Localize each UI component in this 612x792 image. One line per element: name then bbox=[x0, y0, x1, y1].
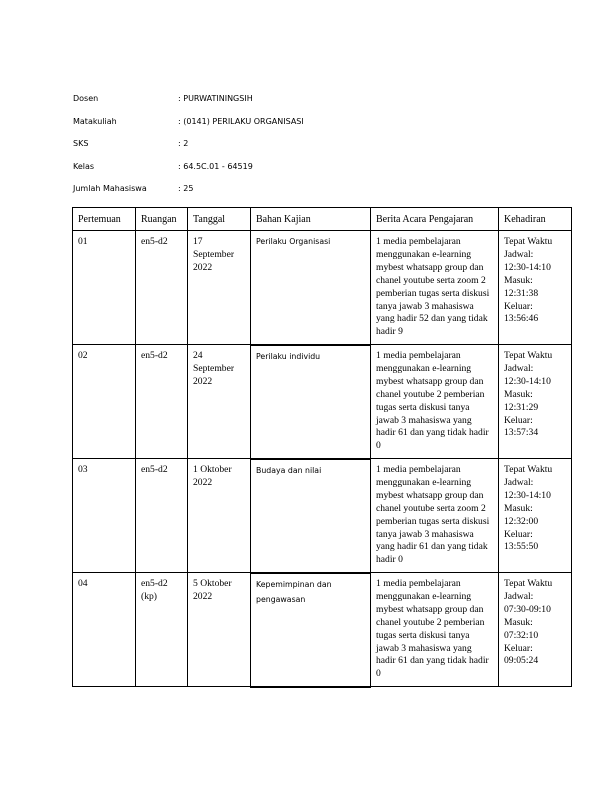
check-out-label: Keluar: bbox=[504, 642, 533, 654]
cell-bahan-kajian: Perilaku individu bbox=[251, 345, 371, 459]
cell-ruangan: en5-d2 bbox=[136, 345, 188, 459]
check-in-label: Masuk: bbox=[504, 388, 533, 400]
cell-ruangan: en5-d2 bbox=[136, 231, 188, 345]
info-value: : 2 bbox=[178, 139, 189, 148]
info-label: Jumlah Mahasiswa bbox=[73, 184, 147, 193]
cell-kehadiran bbox=[499, 231, 572, 345]
cell-pertemuan: 04 bbox=[73, 573, 136, 687]
table-row bbox=[73, 345, 572, 459]
check-in-label: Masuk: bbox=[504, 502, 533, 514]
check-in-time: 12:31:38 bbox=[504, 287, 539, 299]
schedule-label: Jadwal: bbox=[504, 476, 534, 488]
check-in-time: 12:31:29 bbox=[504, 401, 539, 413]
attendance-status: Tepat Waktu bbox=[504, 464, 553, 475]
cell-kehadiran bbox=[499, 459, 572, 573]
schedule-label: Jadwal: bbox=[504, 590, 534, 602]
schedule-time: 12:30-14:10 bbox=[504, 489, 551, 501]
cell-berita-acara: 1 media pembelajaran menggunakan e-learning mybest whatsapp group dan chanel youtube serta zoom 2 pemberian tugas serta diskusi tanya jawab 3 mahasiswa yang hadir 61 dan yang tidak hadir 0 bbox=[371, 459, 499, 573]
cell-berita-acara: 1 media pembelajaran menggunakan e-learning mybest whatsapp group dan chanel youtube 2 pemberian tugas serta diskusi tanya jawab 3 mahasiswa yang hadir 61 dan yang tidak hadir 0 bbox=[371, 573, 499, 687]
schedule-time: 12:30-14:10 bbox=[504, 375, 551, 387]
attendance-table bbox=[72, 207, 572, 688]
cell-tanggal: 17 September 2022 bbox=[188, 231, 251, 345]
schedule-label: Jadwal: bbox=[504, 362, 534, 374]
table-row bbox=[73, 459, 572, 573]
check-out-time: 13:57:34 bbox=[504, 427, 539, 439]
attendance-status: Tepat Waktu bbox=[504, 236, 553, 247]
table-row bbox=[73, 573, 572, 687]
attendance-status: Tepat Waktu bbox=[504, 350, 553, 361]
header-tanggal: Tanggal bbox=[188, 208, 251, 231]
cell-tanggal: 24 September 2022 bbox=[188, 345, 251, 459]
schedule-time: 07:30-09:10 bbox=[504, 603, 551, 615]
info-label: SKS bbox=[73, 139, 89, 148]
check-out-label: Keluar: bbox=[504, 414, 533, 426]
check-in-label: Masuk: bbox=[504, 274, 533, 286]
info-value: : 64.5C.01 - 64519 bbox=[178, 161, 253, 171]
attendance-status: Tepat Waktu bbox=[504, 578, 553, 589]
schedule-time: 12:30-14:10 bbox=[504, 261, 551, 273]
check-out-label: Keluar: bbox=[504, 528, 533, 540]
table-header-row bbox=[73, 208, 572, 231]
cell-pertemuan: 01 bbox=[73, 231, 136, 345]
check-in-time: 12:32:00 bbox=[504, 515, 539, 527]
info-value: : 25 bbox=[178, 184, 194, 193]
cell-bahan-kajian: Budaya dan nilai bbox=[251, 459, 371, 573]
header-bahan-kajian: Bahan Kajian bbox=[251, 208, 371, 231]
table-row bbox=[73, 231, 572, 345]
cell-ruangan: en5-d2 (kp) bbox=[136, 573, 188, 687]
info-label: Dosen bbox=[73, 94, 99, 103]
header-pertemuan: Pertemuan bbox=[73, 208, 136, 231]
check-out-label: Keluar: bbox=[504, 300, 533, 312]
info-value: : (0141) PERILAKU ORGANISASI bbox=[178, 116, 304, 126]
cell-pertemuan: 03 bbox=[73, 459, 136, 573]
header-ruangan: Ruangan bbox=[136, 208, 188, 231]
check-in-label: Masuk: bbox=[504, 616, 533, 628]
cell-kehadiran bbox=[499, 345, 572, 459]
cell-kehadiran bbox=[499, 573, 572, 687]
check-out-time: 13:55:50 bbox=[504, 541, 539, 553]
cell-pertemuan: 02 bbox=[73, 345, 136, 459]
cell-berita-acara: 1 media pembelajaran menggunakan e-learning mybest whatsapp group dan chanel youtube serta zoom 2 pemberian tugas serta diskusi tanya jawab 3 mahasiswa yang hadir 52 dan yang tidak hadir 9 bbox=[371, 231, 499, 345]
schedule-label: Jadwal: bbox=[504, 248, 534, 260]
cell-ruangan: en5-d2 bbox=[136, 459, 188, 573]
check-in-time: 07:32:10 bbox=[504, 629, 539, 641]
header-berita-acara: Berita Acara Pengajaran bbox=[371, 208, 499, 231]
header-kehadiran: Kehadiran bbox=[499, 208, 572, 231]
cell-bahan-kajian: Kepemimpinan dan pengawasan bbox=[251, 573, 371, 687]
info-label: Matakuliah bbox=[73, 116, 117, 126]
cell-tanggal: 1 Oktober 2022 bbox=[188, 459, 251, 573]
check-out-time: 09:05:24 bbox=[504, 655, 539, 667]
info-value: : PURWATININGSIH bbox=[178, 94, 253, 103]
cell-bahan-kajian: Perilaku Organisasi bbox=[251, 231, 371, 345]
cell-berita-acara: 1 media pembelajaran menggunakan e-learning mybest whatsapp group dan chanel youtube 2 pemberian tugas serta diskusi tanya jawab 3 mahasiswa yang hadir 61 dan yang tidak hadir 0 bbox=[371, 345, 499, 459]
info-label: Kelas bbox=[73, 161, 95, 171]
check-out-time: 13:56:46 bbox=[504, 313, 539, 325]
cell-tanggal: 5 Oktober 2022 bbox=[188, 573, 251, 687]
